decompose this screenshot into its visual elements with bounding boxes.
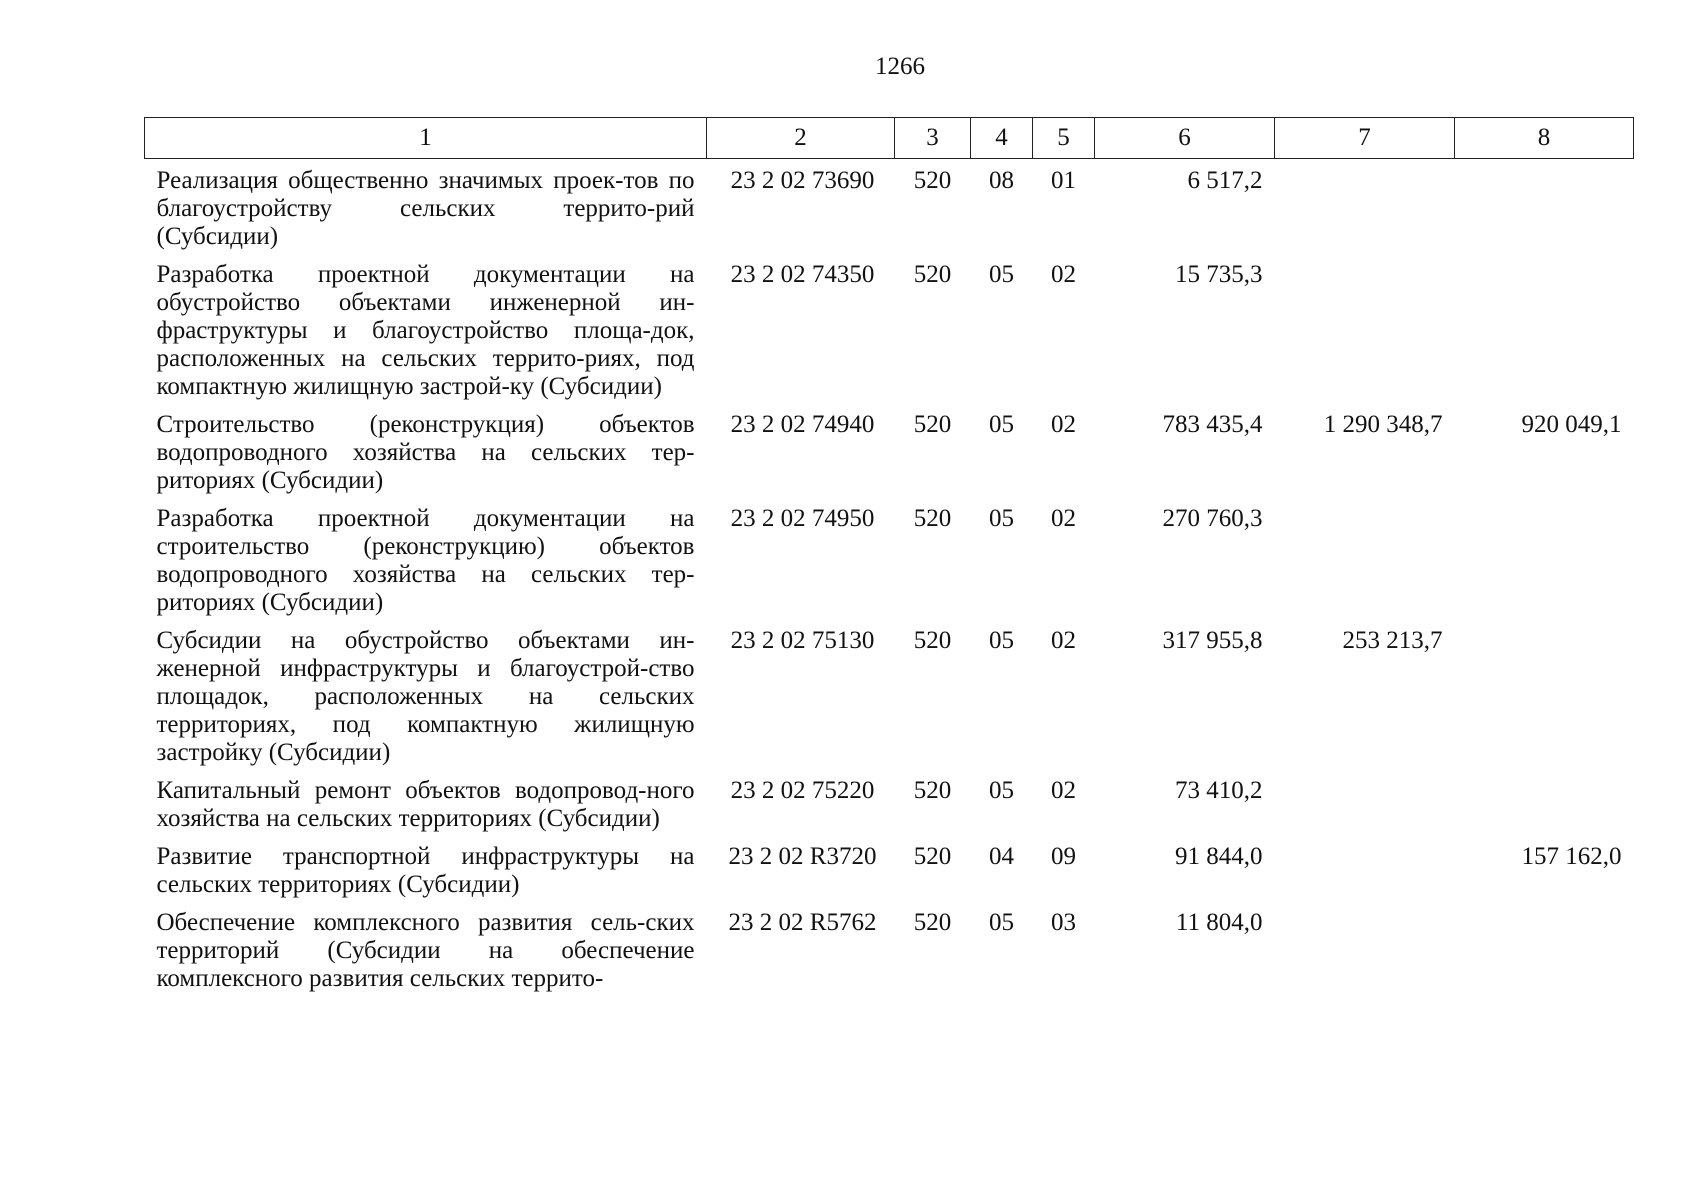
row-code: 23 2 02 75220 (730, 777, 875, 804)
row-col-5: 02 (1051, 627, 1076, 654)
budget-table-container (144, 117, 1633, 1003)
header-col-2: 2 (707, 118, 895, 159)
row-col-7 (1275, 159, 1455, 262)
row-col-7 (1275, 777, 1455, 843)
row-col-5: 03 (1051, 909, 1076, 936)
row-col-7 (1275, 843, 1455, 909)
row-col-4: 04 (989, 843, 1014, 870)
header-col-4: 4 (971, 118, 1033, 159)
row-code: 23 2 02 74350 (730, 261, 875, 288)
row-col-4: 05 (989, 505, 1014, 532)
table-row (145, 159, 1634, 262)
row-col-5: 02 (1051, 505, 1076, 532)
row-col-5: 01 (1051, 167, 1076, 194)
row-col-3: 520 (913, 261, 952, 288)
row-col-7: 253 213,7 (1342, 627, 1443, 654)
row-col-4: 08 (989, 167, 1014, 194)
row-col-3: 520 (913, 505, 952, 532)
row-name: Реализация общественно значимых проек-тов по благоустройству сельских террито-рий (Субсидии) (156, 167, 695, 250)
row-col-8 (1455, 505, 1634, 627)
row-name: Развитие транспортной инфраструктуры на сельских территориях (Субсидии) (156, 843, 695, 898)
budget-table (144, 117, 1634, 1003)
row-col-5: 02 (1051, 261, 1076, 288)
row-col-3: 520 (913, 411, 952, 438)
row-col-5: 02 (1051, 777, 1076, 804)
table-row (145, 505, 1634, 627)
table-row (145, 627, 1634, 777)
row-col-6: 15 735,3 (1175, 261, 1263, 288)
table-header (145, 118, 1634, 159)
row-col-3: 520 (913, 167, 952, 194)
header-col-7: 7 (1275, 118, 1455, 159)
row-name: Субсидии на обустройство объектами ин-женерной инфраструктуры и благоустрой-ство площадок, расположенных на сельских территориях, под компактную жилищную застройку (Субсидии) (156, 627, 695, 766)
row-col-6: 317 955,8 (1162, 627, 1263, 654)
header-col-8: 8 (1455, 118, 1634, 159)
header-row (145, 118, 1634, 159)
row-code: 23 2 02 R3720 (728, 843, 877, 870)
row-name: Строительство (реконструкция) объектов водопроводного хозяйства на сельских тер-риториях (Субсидии) (156, 411, 695, 494)
row-col-8 (1455, 261, 1634, 411)
row-col-8: 920 049,1 (1521, 411, 1622, 438)
table-row (145, 411, 1634, 505)
row-col-7 (1275, 261, 1455, 411)
row-col-4: 05 (989, 909, 1014, 936)
row-code: 23 2 02 75130 (730, 627, 875, 654)
table-body (145, 159, 1634, 1004)
row-col-8 (1455, 909, 1634, 1003)
row-col-7 (1275, 505, 1455, 627)
row-col-3: 520 (913, 909, 952, 936)
row-col-7 (1275, 909, 1455, 1003)
header-col-1: 1 (145, 118, 707, 159)
row-name: Разработка проектной документации на строительство (реконструкцию) объектов водопроводного хозяйства на сельских тер-риториях (Субсидии) (156, 505, 695, 616)
row-col-7: 1 290 348,7 (1323, 411, 1443, 438)
row-name: Разработка проектной документации на обустройство объектами инженерной ин-фраструктуры и благоустройство площа-док, расположенных на сельских террито-риях, под компактную жилищную застрой-ку (Субсидии) (156, 261, 695, 400)
row-col-6: 6 517,2 (1187, 167, 1263, 194)
table-row (145, 777, 1634, 843)
row-col-4: 05 (989, 261, 1014, 288)
table-row (145, 843, 1634, 909)
row-col-6: 270 760,3 (1162, 505, 1263, 532)
row-col-5: 09 (1051, 843, 1076, 870)
row-col-6: 73 410,2 (1175, 777, 1263, 804)
row-col-3: 520 (913, 777, 952, 804)
row-code: 23 2 02 74940 (730, 411, 875, 438)
table-row (145, 909, 1634, 1003)
row-col-6: 91 844,0 (1175, 843, 1263, 870)
header-col-3: 3 (895, 118, 971, 159)
header-col-5: 5 (1033, 118, 1095, 159)
row-col-3: 520 (913, 627, 952, 654)
row-col-8 (1455, 627, 1634, 777)
page-number: 1266 (875, 53, 925, 80)
row-col-6: 783 435,4 (1162, 411, 1263, 438)
row-col-4: 05 (989, 411, 1014, 438)
row-code: 23 2 02 R5762 (728, 909, 877, 936)
row-name: Обеспечение комплексного развития сель-ских территорий (Субсидии на обеспечение комплексного развития сельских террито- (156, 909, 695, 992)
row-code: 23 2 02 74950 (730, 505, 875, 532)
row-col-8 (1455, 159, 1634, 262)
row-col-5: 02 (1051, 411, 1076, 438)
row-name: Капитальный ремонт объектов водопровод-ного хозяйства на сельских территориях (Субсидии) (156, 777, 695, 832)
row-col-6: 11 804,0 (1175, 909, 1263, 936)
row-col-8 (1455, 777, 1634, 843)
row-col-3: 520 (913, 843, 952, 870)
row-code: 23 2 02 73690 (730, 167, 875, 194)
row-col-4: 05 (989, 627, 1014, 654)
row-col-8: 157 162,0 (1521, 843, 1622, 870)
table-row (145, 261, 1634, 411)
header-col-6: 6 (1095, 118, 1275, 159)
row-col-4: 05 (989, 777, 1014, 804)
